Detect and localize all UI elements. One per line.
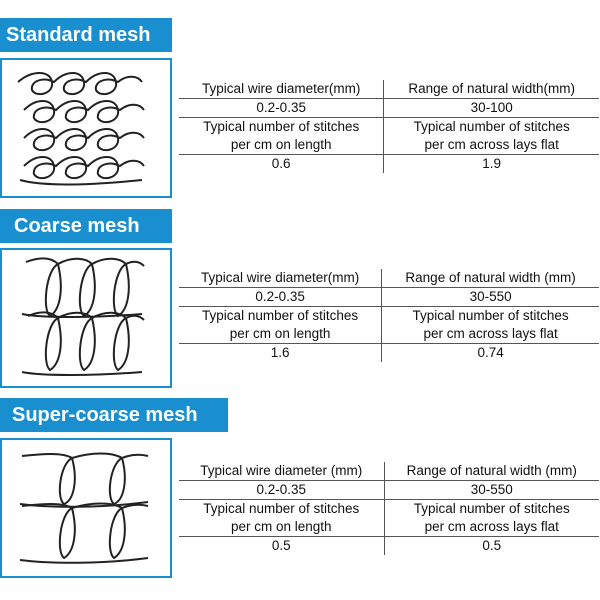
natural-width-value: 30-100 [384,99,599,118]
stitches-length-header-line1: Typical number of stitches [203,119,360,134]
wire-diameter-header: Typical wire diameter(mm) [179,269,382,288]
wire-diameter-value: 0.2-0.35 [179,288,382,307]
stitches-length-header-line1: Typical number of stitches [203,501,360,516]
wire-diameter-value: 0.2-0.35 [179,99,384,118]
wire-diameter-header: Typical wire diameter(mm) [179,80,384,99]
stitches-length-value: 0.6 [179,155,384,174]
natural-width-header: Range of natural width (mm) [384,462,599,481]
stitches-across-header [384,500,599,537]
stitches-across-header-line2: per cm across lays flat [423,326,558,341]
coarse-mesh-illustration [2,250,170,386]
section-header-coarse-mesh: Coarse mesh [0,209,172,243]
stitches-across-header [384,118,599,155]
stitches-length-header-line2: per cm on length [230,519,332,534]
natural-width-header: Range of natural width (mm) [382,269,599,288]
stitches-length-value: 0.5 [179,537,384,556]
wire-diameter-header: Typical wire diameter (mm) [179,462,384,481]
stitches-across-header [382,307,599,344]
wire-diameter-value: 0.2-0.35 [179,481,384,500]
super-coarse-mesh-spec-table [179,462,599,555]
standard-mesh-spec-table [179,80,599,173]
stitches-length-header-line1: Typical number of stitches [202,308,359,323]
stitches-across-value: 1.9 [482,156,502,171]
super-coarse-mesh-image [0,438,172,578]
stitches-across-header-line2: per cm across lays flat [424,137,559,152]
stitches-length-header [179,118,384,155]
standard-mesh-image [0,58,172,198]
natural-width-header: Range of natural width(mm) [384,80,599,99]
natural-width-value: 30-550 [382,288,599,307]
stitches-across-value: 0.5 [482,538,502,553]
super-coarse-mesh-illustration [2,440,170,576]
section-header-super-coarse-mesh: Super-coarse mesh [0,398,228,432]
stitches-length-header [179,307,382,344]
coarse-mesh-image [0,248,172,388]
stitches-length-value: 1.6 [179,344,382,363]
natural-width-value: 30-550 [384,481,599,500]
section-header-standard-mesh: Standard mesh [0,18,172,52]
stitches-across-value: 0.74 [477,345,504,360]
standard-mesh-illustration [2,60,170,196]
stitches-across-header-line2: per cm across lays flat [424,519,559,534]
stitches-across-header-line1: Typical number of stitches [413,501,570,516]
stitches-across-header-line1: Typical number of stitches [412,308,569,323]
stitches-length-header-line2: per cm on length [230,137,332,152]
stitches-length-header-line2: per cm on length [229,326,331,341]
stitches-length-header [179,500,384,537]
stitches-across-header-line1: Typical number of stitches [413,119,570,134]
coarse-mesh-spec-table [179,269,599,362]
